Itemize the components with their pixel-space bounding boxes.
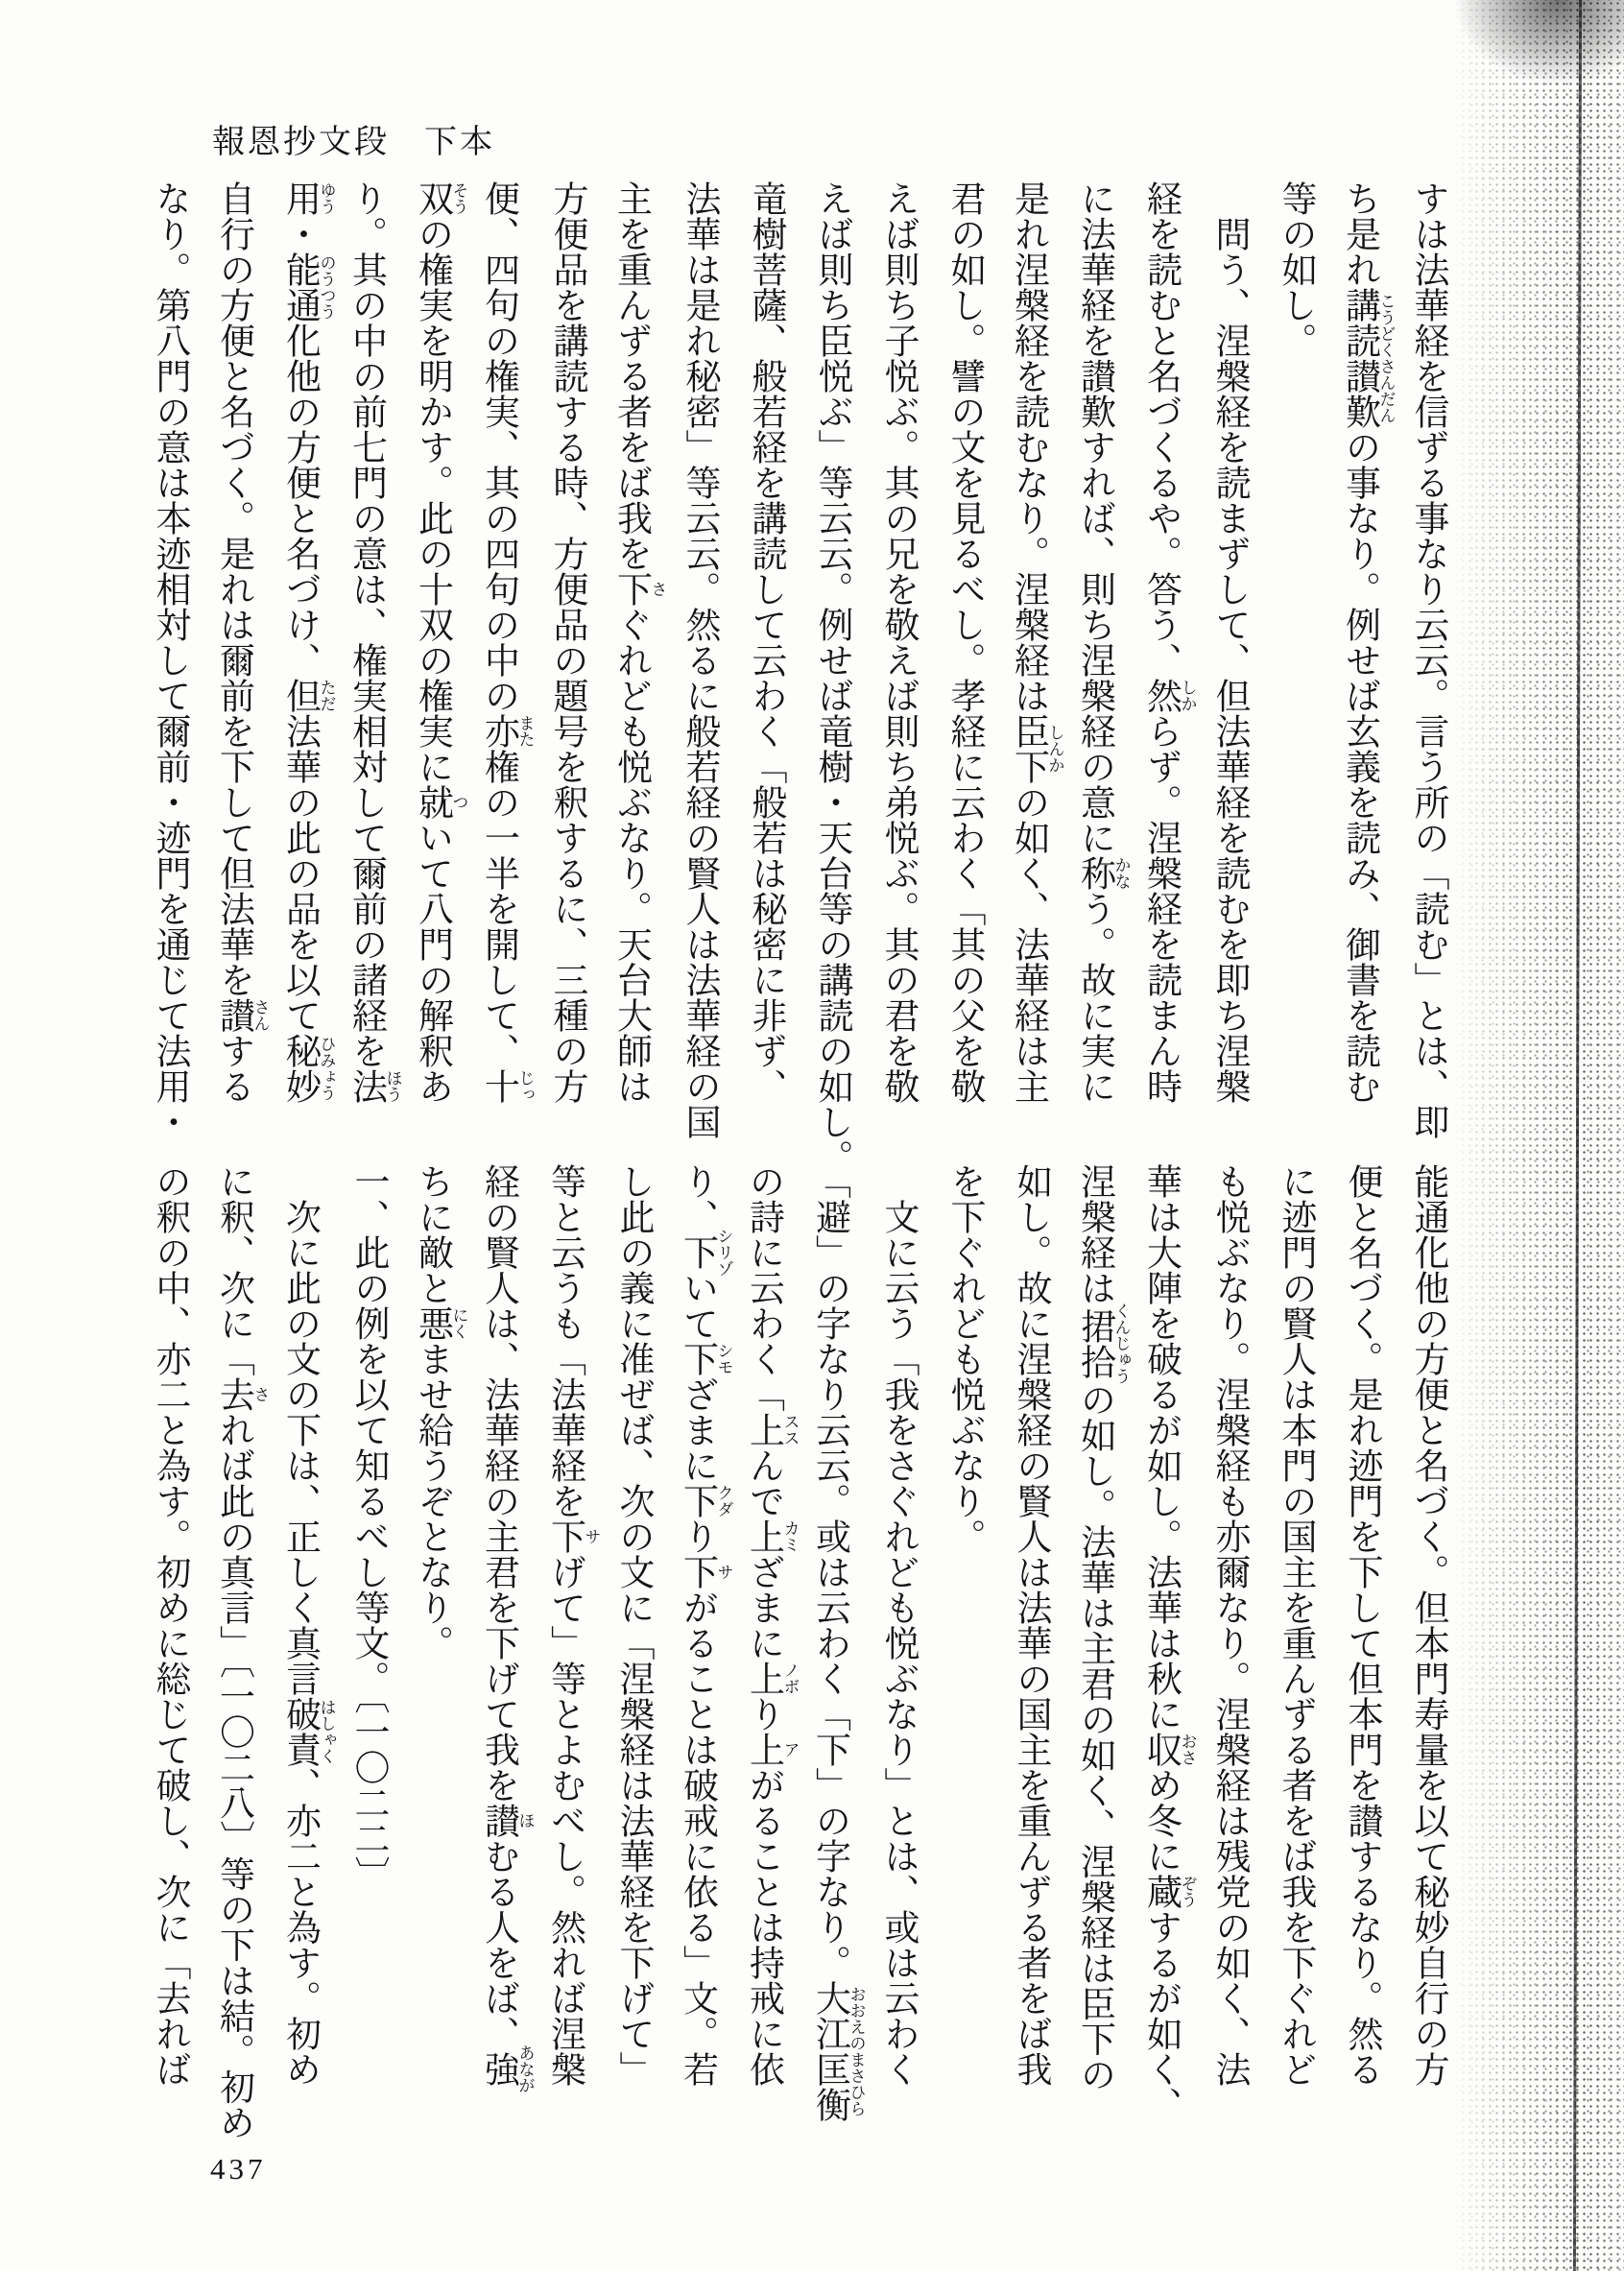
ruby-annotated-text: 収おさ	[1140, 1732, 1197, 1767]
ruby-annotated-text: 上ノボ	[743, 1661, 800, 1696]
text-column: も悦ぶなり。涅槃経も亦爾なり。涅槃経は残党の如く、法	[1209, 1163, 1249, 2087]
ruby-annotated-text: 臣下しんか	[1008, 713, 1064, 784]
ruby-annotated-text: 能通のうつう	[279, 251, 336, 323]
text-column: 等と云うも「法華経を下サげて」等とよむべし。然れば涅槃	[544, 1163, 601, 2087]
ruby-annotated-text: 秘妙ひみょう	[279, 1033, 336, 1104]
text-column: すは法華経を信ずる事なり云云。言う所の「読む」とは、即	[1408, 180, 1447, 1139]
header-volume: 下本	[424, 125, 495, 160]
text-column: し此の義に准ぜば、次の文に「涅槃経は法華経を下げて」	[613, 1163, 653, 2087]
text-column: 君の如し。譬の文を見るべし。孝経に云わく「其の父を敬	[944, 180, 984, 1104]
text-column: えば則ち臣悦ぶ」等云云。例せば竜樹・天台等の講読の如し。	[812, 180, 851, 1175]
text-block-bottom	[136, 1163, 1461, 2140]
text-column: 双そうの権実を明かす。此の十双の権実に就ついて八門の解釈あ	[412, 180, 468, 1104]
text-column: に迹門の賢人は本門の国主を重んずる者をば我を下ぐれど	[1276, 1163, 1315, 2087]
ruby-annotated-text: 破責はしゃく	[279, 1696, 336, 1767]
ruby-annotated-text: 然しか	[1140, 678, 1197, 713]
text-column: 能通化他の方便と名づく。但本門寿量を以て秘妙自行の方	[1408, 1163, 1447, 2087]
ruby-annotated-text: 捃拾くんじゅう	[1074, 1303, 1131, 1385]
text-column: ち是れ講読讃歎こうどくさんだんの事なり。例せば玄義を読み、御書を読む	[1339, 180, 1396, 1104]
text-column: り、下シリゾいて下シモざまに下クダり下サがることは破戒に依る」文。若	[677, 1163, 733, 2087]
ruby-annotated-text: 十じっ	[478, 1068, 535, 1104]
ruby-annotated-text: 亦また	[478, 713, 535, 749]
ruby-annotated-text: 但ただ	[279, 678, 336, 713]
text-column: 華は大陣を破るが如し。法華は秋に収おさめ冬に蔵ぞうするが如く、	[1140, 1163, 1197, 2122]
text-column: 問う、涅槃経を読まずして、但法華経を読むを即ち涅槃	[1209, 216, 1249, 1104]
ruby-annotated-text: 悪にく	[412, 1305, 468, 1341]
ruby-annotated-text: 上カミ	[743, 1518, 800, 1554]
header-title: 報恩抄文段	[212, 125, 390, 160]
text-column: に釈、次に「去されば此の真言」〔一〇二八〕等の下は結。初め	[213, 1163, 270, 2140]
scan-edge-artifact	[1453, 0, 1624, 2271]
ruby-annotated-text: 去さ	[213, 1376, 270, 1412]
text-column: り。其の中の前七門の意は、権実相対して爾前の諸経を法ほう	[346, 180, 402, 1104]
ruby-annotated-text: 用ゆう	[279, 180, 336, 216]
text-column: 経の賢人は、法華経の主君を下げて我を讃ほむる人をば、強あなが	[478, 1163, 535, 2093]
ruby-annotated-text: 双そう	[412, 180, 468, 216]
text-column: 自行の方便と名づく。是れは爾前を下して但法華を讃さんする	[213, 180, 270, 1104]
ruby-annotated-text: 讃ほ	[478, 1803, 535, 1838]
ruby-annotated-text: 上スス	[743, 1412, 800, 1447]
text-column: に法華経を讃歎すれば、則ち涅槃経の意に称かなう。故に実に	[1074, 180, 1131, 1104]
text-column: 文に云う「我をさぐれども悦ぶなり」とは、或は云わく	[878, 1199, 918, 2087]
ruby-annotated-text: 下サ	[544, 1518, 601, 1554]
text-column: えば則ち子悦ぶ。其の兄を敬えば則ち弟悦ぶ。其の君を敬	[878, 180, 918, 1104]
ruby-annotated-text: 下シリゾ	[677, 1228, 733, 1277]
ruby-annotated-text: 称かな	[1074, 855, 1131, 891]
ruby-annotated-text: 講読讃歎こうどくさんだん	[1339, 287, 1396, 429]
ruby-annotated-text: 蔵ぞう	[1140, 1874, 1197, 1909]
text-column: 是れ涅槃経を読むなり。涅槃経は臣下しんかの如く、法華経は主	[1008, 180, 1064, 1104]
text-column: 涅槃経は捃拾くんじゅうの如し。法華は主君の如く、涅槃経は臣下の	[1074, 1163, 1131, 2092]
text-column: 如し。故に涅槃経の賢人は法華の国主を重んずる者をば我	[1011, 1163, 1050, 2087]
text-column: 竜樹菩薩、般若経を講読して云わく「般若は秘密に非ず、	[746, 180, 785, 1104]
text-column: 一、此の例を以て知るべし等文。〔一〇二二〕	[348, 1163, 388, 1892]
ruby-annotated-text: 下さ	[610, 571, 667, 607]
text-column: 用ゆう・能通のうつう化他の方便と名づけ、但ただ法華の此の品を以て秘妙ひみょう	[279, 180, 336, 1104]
text-block-top	[136, 180, 1461, 1175]
text-column: 「避」の字なり云云。或は云わく「下」の字なり。大江匡衡おおえのまさひら	[809, 1163, 866, 2122]
ruby-annotated-text: 就つ	[412, 784, 468, 820]
scan-edge-dark-corner	[1453, 0, 1624, 86]
text-column: 主を重んずる者をば我を下さぐれども悦ぶなり。天台大師は	[610, 180, 667, 1104]
text-column: の釈の中、亦二と為す。初めに総じて破し、次に「去れば	[150, 1163, 189, 2087]
text-column: の詩に云わく「上ススんで上カミざまに上ノボり上アがることは持戒に依	[743, 1163, 800, 2087]
ruby-annotated-text: 強あなが	[478, 2044, 535, 2093]
text-column: 経を読むと名づくるや。答う、然しからず。涅槃経を読まん時	[1140, 180, 1197, 1104]
page-number: 437	[210, 2152, 267, 2186]
ruby-annotated-text: 下クダ	[677, 1483, 733, 1518]
ruby-annotated-text: 讃さん	[213, 997, 270, 1033]
text-column: 方便品を講読する時、方便品の題号を釈するに、三種の方	[547, 180, 586, 1104]
page-header	[212, 115, 495, 162]
text-column: なり。第八門の意は本迹相対して爾前・迹門を通じて法用・	[150, 180, 189, 1139]
ruby-annotated-text: 下シモ	[677, 1341, 733, 1376]
ruby-annotated-text: 上ア	[743, 1732, 800, 1767]
text-column: 便、四句の権実、其の四句の中の亦また権の一半を開して、十じっ	[478, 180, 535, 1104]
text-column: 次に此の文の下は、正しく真言破責はしゃく、亦二と為す。初め	[279, 1199, 336, 2087]
text-column: を下ぐれども悦ぶなり。	[944, 1163, 984, 1554]
text-column: 等の如し。	[1276, 180, 1315, 358]
ruby-annotated-text: 大江匡衡おおえのまさひら	[809, 1980, 866, 2122]
text-column: 便と名づく。是れ迹門を下して但本門を讃するなり。然る	[1342, 1163, 1381, 2087]
ruby-annotated-text: 法ほう	[346, 1068, 402, 1104]
text-column: ちに敵と悪にくませ給うぞとなり。	[412, 1163, 468, 1661]
ruby-annotated-text: 下サ	[677, 1554, 733, 1590]
text-column: 法華は是れ秘密」等云云。然るに般若経の賢人は法華経の国	[680, 180, 719, 1139]
